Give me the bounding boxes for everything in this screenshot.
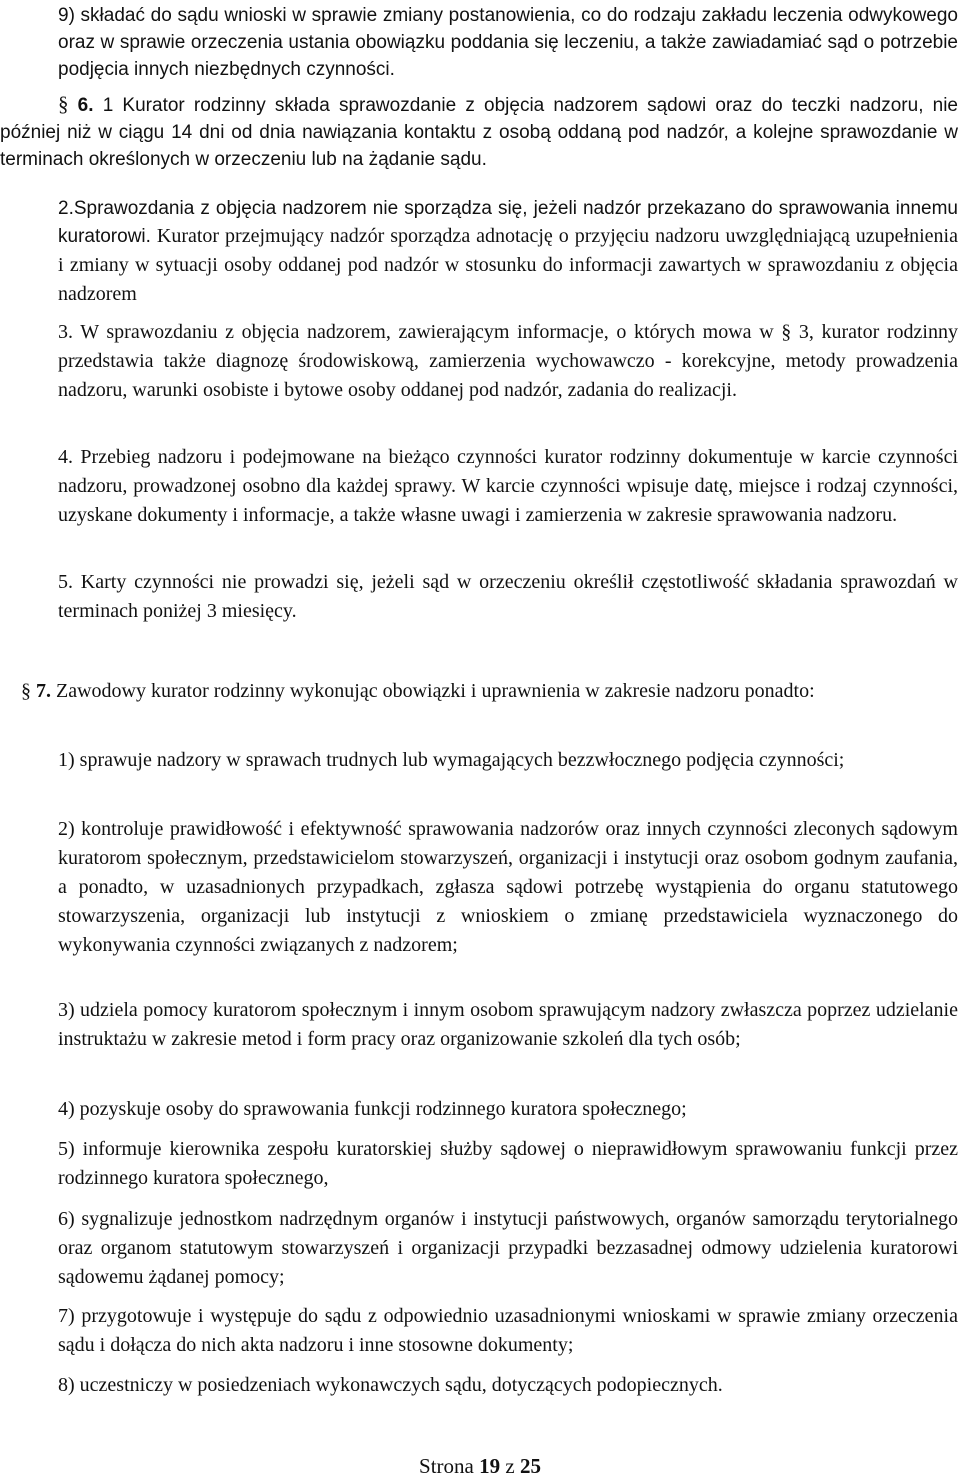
- list-item-4: 4) pozyskuje osoby do sprawowania funkcji rodzinnego kuratora społecznego;: [58, 1098, 687, 1120]
- paragraph-text: 3. W sprawozdaniu z objęcia nadzorem, zawierającym informacje, o których mowa w: [58, 321, 782, 343]
- section-number: 7.: [36, 680, 51, 702]
- footer-prefix: Strona: [419, 1454, 480, 1478]
- total-pages: 25: [519, 1454, 541, 1478]
- paragraph-text-continued: 3, kurator rodzinny przedstawia także diagnozę środowiskową, zamierzenia wychowawczo - korekcyjne, metody prowadzenia nadzoru, warunki osobiste i bytowe osoby oddanej pod nadzór, zadania do realizacji.: [58, 321, 958, 401]
- paragraph-text: Zawodowy kurator rodzinny wykonując obowiązki i uprawnienia w zakresie nadzoru ponadto:: [51, 680, 815, 702]
- list-item-8: 8) uczestniczy w posiedzeniach wykonawczych sądu, dotyczących podopiecznych.: [58, 1374, 723, 1396]
- section-number: 6.: [77, 95, 94, 116]
- section-mark: §: [781, 321, 792, 343]
- section-6-paragraph-4: 4. Przebieg nadzoru i podejmowane na bieżąco czynności kurator rodzinny dokumentuje w karcie czynności nadzoru, prowadzonej osobno dla każdej sprawy. W karcie czynności wpisuje datę, miejsce i rodzaj czynności, uzyskane dokumenty i informacje, a także własne uwagi i zamierzenia w zakresie sprawowania nadzoru.: [58, 446, 958, 526]
- list-item-6: 6) sygnalizuje jednostkom nadrzędnym organów i instytucji państwowych, organów samorządu terytorialnego oraz organom statutowym stowarzyszeń i organizacji przypadki bezzasadnej odmowy udzielenia kuratorowi sądowemu żądanej pomocy;: [58, 1208, 958, 1288]
- section-6-paragraph-2: [58, 195, 958, 309]
- list-item-7: 7) przygotowuje i występuje do sądu z odpowiednio uzasadnionymi wnioskami w sprawie zmiany orzeczenia sądu i dołącza do nich akta nadzoru i inne stosowne dokumenty;: [58, 1305, 958, 1356]
- paragraph-text: 2.Sprawozdania z objęcia nadzorem nie sporządza się, jeżeli nadzór przekazano do sprawowania innemu kuratorowi.: [58, 198, 958, 247]
- section-mark: §: [21, 680, 31, 702]
- page-footer: [0, 1452, 960, 1480]
- section-7-intro: [0, 677, 958, 706]
- section-6-paragraph-3: [58, 318, 958, 405]
- current-page-number: 19: [479, 1454, 501, 1478]
- list-item-5: 5) informuje kierownika zespołu kuratorskiej służby sądowej o nieprawidłowym sprawowaniu funkcji przez rodzinnego kuratora społecznego,: [58, 1138, 958, 1189]
- paragraph-text-continued: Kurator przejmujący nadzór sporządza adnotację o przyjęciu nadzoru uwzględniającą uzupełnienia i zmiany w sytuacji osoby oddanej pod nadzór w stosunku do informacji zawartych w sprawozdaniu z objęcia nadzorem: [58, 225, 958, 305]
- footer-separator: z: [500, 1454, 520, 1478]
- continued-item-9: 9) składać do sądu wnioski w sprawie zmiany postanowienia, co do rodzaju zakładu leczenia odwykowego oraz w sprawie orzeczenia ustania obowiązku poddania się leczeniu, a także zawiadamiać sąd o potrzebie podjęcia innych niezbędnych czynności.: [58, 5, 958, 80]
- section-mark: §: [58, 92, 69, 116]
- section-6-paragraph-5: 5. Karty czynności nie prowadzi się, jeżeli sąd w orzeczeniu określił częstotliwość składania sprawozdań w terminach poniżej 3 miesięcy.: [58, 571, 958, 622]
- list-item-1: 1) sprawuje nadzory w sprawach trudnych lub wymagających bezzwłocznego podjęcia czynności;: [58, 749, 845, 771]
- paragraph-text: 1 Kurator rodzinny składa sprawozdanie z objęcia nadzorem sądowi oraz do teczki nadzoru, nie później niż w ciągu 14 dni od dnia nawiązania kontaktu z osobą oddaną pod nadzór, a kolejne sprawozdanie w terminach określonych w orzeczeniu lub na żądanie sądu.: [0, 95, 958, 170]
- list-item-3: 3) udziela pomocy kuratorom społecznym i innym osobom sprawującym nadzory zwłaszcza poprzez udzielanie instruktażu w zakresie metod i form pracy oraz organizowanie szkoleń dla tych osób;: [58, 999, 958, 1050]
- list-item-2: 2) kontroluje prawidłowość i efektywność sprawowania nadzorów oraz innych czynności zleconych sądowym kuratorom społecznym, przedstawicielom stowarzyszeń, organizacji i instytucji oraz osobom godnym zaufania, a ponadto, w uzasadnionych przypadkach, zgłasza sądowi potrzebę wystąpienia do organu statutowego stowarzyszenia, organizacji lub instytucji z wnioskiem o zmianę przedstawiciela wyznaczonego do wykonywania czynności związanych z nadzorem;: [58, 818, 958, 956]
- section-6-paragraph-1: [0, 90, 958, 173]
